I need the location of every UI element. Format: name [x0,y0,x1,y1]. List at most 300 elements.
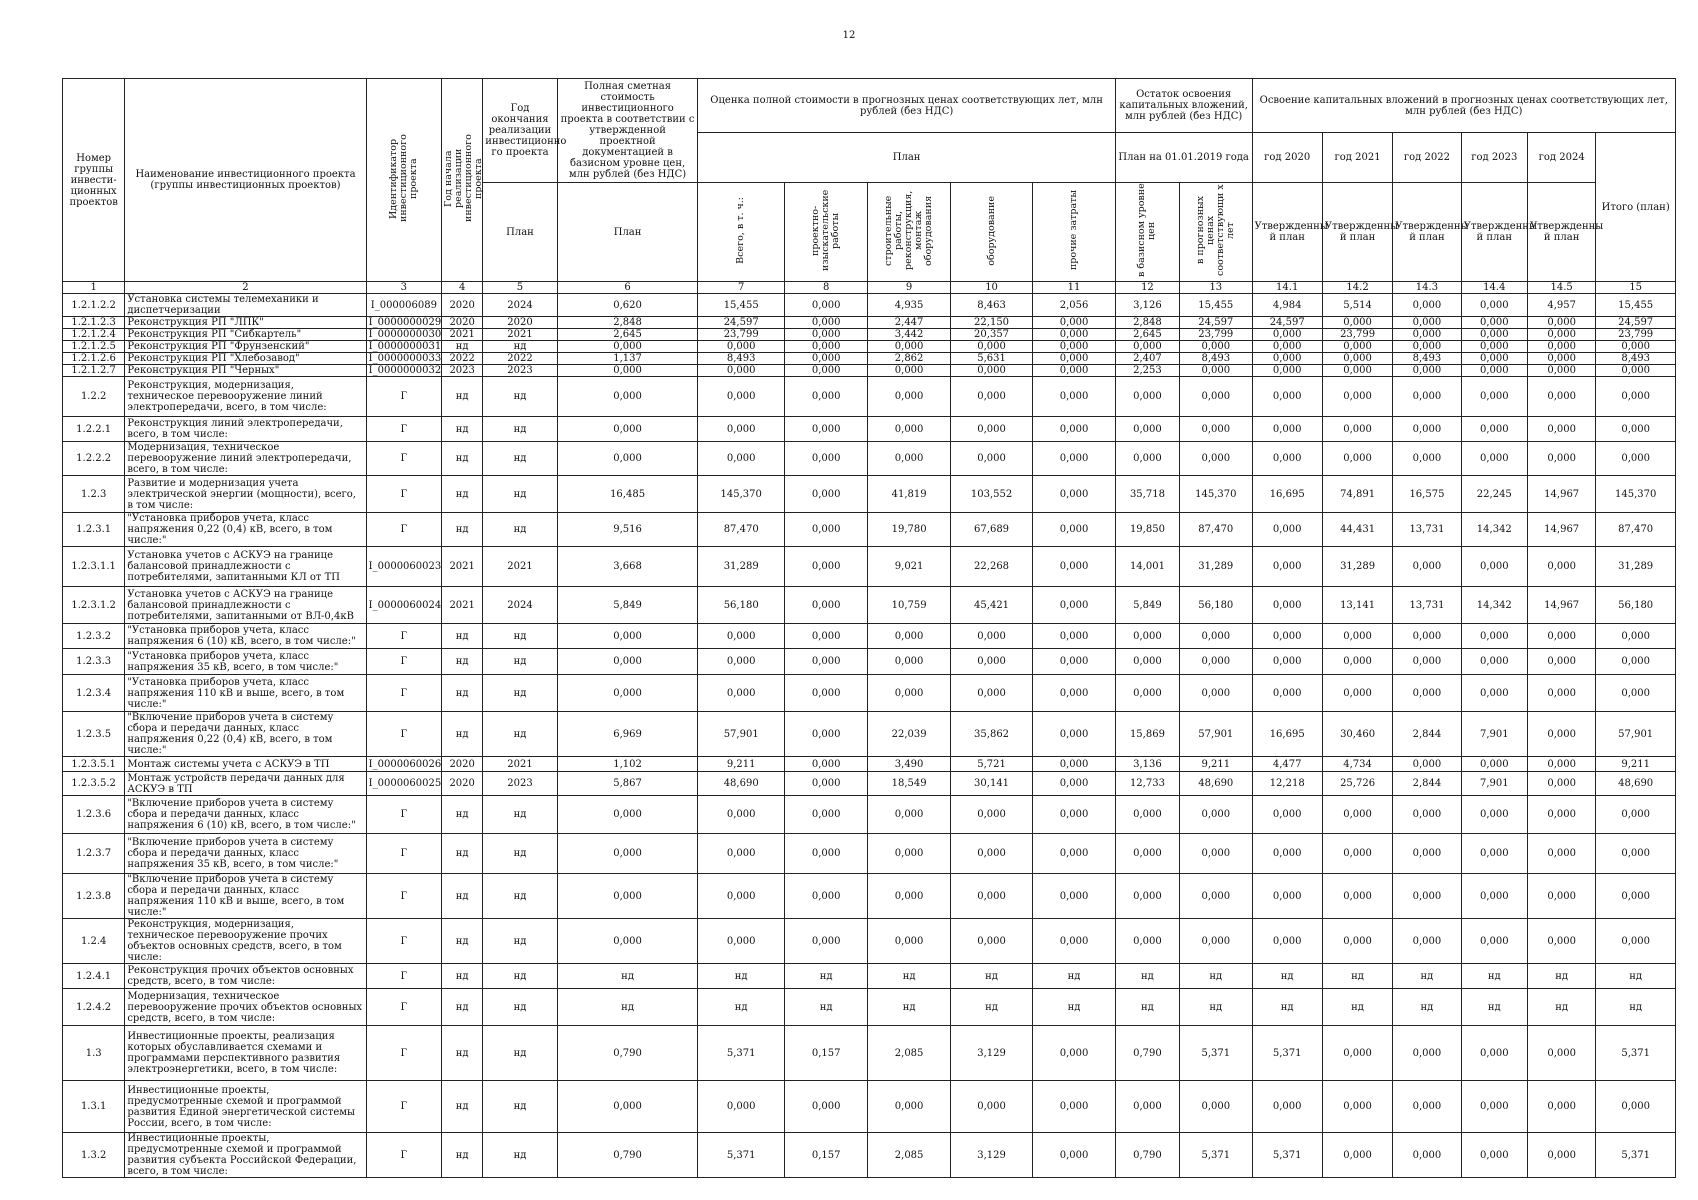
table-cell: 44,431 [1322,513,1392,547]
table-cell: 0,000 [1180,624,1252,649]
table-cell: 0,000 [557,442,698,476]
table-cell: 0,000 [1115,796,1179,834]
investment-table [62,78,1676,1178]
table-cell: нд [1393,989,1461,1026]
row-number-cell: 1.2.4.2 [63,989,125,1026]
table-cell: 16,485 [557,476,698,513]
table-cell: 0,000 [1527,712,1595,757]
table-cell: 0,000 [1322,377,1392,417]
table-cell: 0,000 [1596,834,1676,874]
header-identifier [366,79,441,282]
table-cell: 4,734 [1322,757,1392,772]
header-total-plan: Итого (план) [1596,133,1676,282]
table-cell: 2,407 [1115,353,1179,365]
header-year-2023: год 2023 [1461,133,1527,183]
table-cell: 0,000 [1596,796,1676,834]
table-cell: Г [366,919,441,964]
table-cell: 24,597 [1180,317,1252,329]
table-cell: 14,967 [1527,476,1595,513]
table-cell: 2,844 [1393,772,1461,796]
project-name-cell: Монтаж системы учета с АСКУЭ в ТП [125,757,366,772]
table-cell: 2024 [483,587,557,624]
row-number-cell: 1.2.3.1 [63,513,125,547]
table-cell: 5,849 [557,587,698,624]
table-cell: 9,021 [868,547,950,587]
table-cell: 0,000 [784,834,867,874]
table-cell: 0,000 [1322,624,1392,649]
table-cell: 0,000 [1393,757,1461,772]
table-cell: нд [442,874,483,919]
table-row [63,675,1676,712]
table-cell: 0,000 [1596,675,1676,712]
table-cell: 0,000 [950,919,1032,964]
table-cell: 0,000 [1180,649,1252,675]
header-sub-base-prices [1115,183,1179,282]
table-cell: 2,848 [557,317,698,329]
table-cell: 0,000 [1527,1026,1595,1081]
table-cell: 2021 [483,757,557,772]
table-cell: 0,000 [1252,417,1322,442]
table-cell: 0,000 [1393,341,1461,353]
table-cell: Г [366,874,441,919]
table-cell: 0,000 [1596,341,1676,353]
table-cell: 2024 [483,294,557,317]
table-cell: 0,000 [1527,341,1595,353]
table-cell: 0,000 [1596,365,1676,377]
table-cell: 14,967 [1527,513,1595,547]
project-name-cell: Монтаж устройств передачи данных для АСКУЭ в ТП [125,772,366,796]
table-cell: 0,000 [1252,624,1322,649]
table-cell: 0,000 [1527,377,1595,417]
table-cell: I_0000060024 [366,587,441,624]
table-cell: 8,493 [1180,353,1252,365]
table-cell: I_0000000029 [366,317,441,329]
table-row [63,796,1676,834]
table-cell: 3,490 [868,757,950,772]
table-cell: 0,000 [1461,675,1527,712]
column-number: 14.2 [1322,282,1392,294]
table-cell: нд [442,341,483,353]
table-cell: 8,493 [698,353,784,365]
table-cell: 14,342 [1461,587,1527,624]
table-cell: 31,289 [1322,547,1392,587]
table-cell: 2023 [483,772,557,796]
table-cell: 22,150 [950,317,1032,329]
table-cell: 0,000 [1393,796,1461,834]
table-row [63,1081,1676,1133]
table-row [63,513,1676,547]
row-number-cell: 1.2.1.2.6 [63,353,125,365]
table-cell: 0,000 [698,417,784,442]
table-cell: нд [442,834,483,874]
table-cell: 0,000 [1033,796,1115,834]
table-cell: 20,357 [950,329,1032,341]
table-cell: 0,000 [557,834,698,874]
table-cell: 0,000 [1180,796,1252,834]
table-cell: нд [442,919,483,964]
table-cell: 0,000 [1393,1133,1461,1178]
table-cell: 0,000 [1252,365,1322,377]
project-name-cell: "Установка приборов учета, класс напряжения 6 (10) кВ, всего, в том числе:" [125,624,366,649]
row-number-cell: 1.2.3 [63,476,125,513]
table-cell: 0,000 [1527,317,1595,329]
table-cell: 0,000 [784,547,867,587]
table-cell: нд [442,417,483,442]
table-cell: 57,901 [698,712,784,757]
table-cell: 5,371 [1596,1133,1676,1178]
table-row [63,712,1676,757]
table-cell: 0,000 [784,329,867,341]
table-cell: 4,935 [868,294,950,317]
table-cell: 0,000 [1393,547,1461,587]
header-sub-design [784,183,867,282]
table-cell: 0,000 [1252,649,1322,675]
row-number-cell: 1.2.4.1 [63,964,125,989]
column-number: 14.4 [1461,282,1527,294]
table-cell: нд [483,341,557,353]
table-cell: 0,000 [1033,341,1115,353]
table-cell: 23,799 [1180,329,1252,341]
table-cell: 0,000 [950,417,1032,442]
table-row [63,442,1676,476]
table-cell: 0,000 [1115,919,1179,964]
table-cell: 0,000 [950,624,1032,649]
project-name-cell: Установка системы телемеханики и диспетчеризации [125,294,366,317]
table-row [63,989,1676,1026]
table-cell: 2,862 [868,353,950,365]
table-cell: 41,819 [868,476,950,513]
table-cell: 0,000 [1461,1026,1527,1081]
table-cell: 0,000 [1115,341,1179,353]
table-cell: 0,000 [1180,874,1252,919]
table-cell: Г [366,1026,441,1081]
table-cell: 24,597 [698,317,784,329]
table-cell: нд [1033,964,1115,989]
table-row [63,353,1676,365]
table-cell: 2021 [483,329,557,341]
table-cell: 0,000 [1461,417,1527,442]
table-cell: 0,000 [698,624,784,649]
table-cell: 103,552 [950,476,1032,513]
table-cell: 0,000 [1461,624,1527,649]
table-cell: 1,102 [557,757,698,772]
project-name-cell: Реконструкция, модернизация, техническое перевооружение прочих объектов основных средств, всего, в том числе: [125,919,366,964]
table-cell: 87,470 [1596,513,1676,547]
table-cell: 0,000 [698,365,784,377]
table-cell: Г [366,649,441,675]
table-cell: 5,721 [950,757,1032,772]
table-cell: 0,000 [1322,796,1392,834]
table-cell: Г [366,476,441,513]
table-cell: нд [1115,989,1179,1026]
table-cell: 5,371 [1180,1133,1252,1178]
table-cell: 0,000 [1322,365,1392,377]
table-cell: 0,790 [557,1026,698,1081]
table-cell: нд [442,989,483,1026]
table-cell: 4,477 [1252,757,1322,772]
table-cell: 2020 [442,317,483,329]
table-cell: 0,000 [1527,649,1595,675]
table-cell: 8,493 [1393,353,1461,365]
table-cell: 0,000 [1322,874,1392,919]
header-sub-forecast-prices [1180,183,1252,282]
table-cell: 15,455 [1596,294,1676,317]
table-cell: 0,000 [784,1081,867,1133]
table-cell: 5,371 [1252,1026,1322,1081]
table-cell: 0,000 [1393,442,1461,476]
table-cell: 0,000 [868,341,950,353]
table-cell: нд [442,442,483,476]
header-sub-equipment-text: оборудование [985,195,997,266]
table-cell: 0,000 [950,675,1032,712]
table-cell: 0,000 [1033,675,1115,712]
table-cell: 13,731 [1393,587,1461,624]
table-cell: 14,342 [1461,513,1527,547]
project-name-cell: Инвестиционные проекты, предусмотренные схемой и программой развития субъекта Российской Федерации, всего, в том числе: [125,1133,366,1178]
table-cell: 0,000 [868,874,950,919]
table-cell: 0,000 [868,377,950,417]
table-cell: 2,848 [1115,317,1179,329]
table-cell: 16,575 [1393,476,1461,513]
table-row [63,1133,1676,1178]
table-cell: 0,000 [1461,329,1527,341]
header-sub-total [698,183,784,282]
table-cell: 3,129 [950,1133,1032,1178]
table-cell: нд [442,624,483,649]
table-cell: 0,000 [1393,834,1461,874]
table-cell: 0,000 [698,796,784,834]
table-cell: 19,780 [868,513,950,547]
column-number: 14.1 [1252,282,1322,294]
table-cell: 0,000 [557,365,698,377]
table-cell: 0,000 [1527,329,1595,341]
table-cell: 0,000 [1252,341,1322,353]
table-cell: Г [366,1081,441,1133]
table-cell: 0,000 [1322,649,1392,675]
table-cell: нд [442,1081,483,1133]
table-cell: 0,000 [557,919,698,964]
table-cell: 0,000 [950,442,1032,476]
table-cell: 19,850 [1115,513,1179,547]
table-cell: нд [1527,964,1595,989]
table-cell: 0,000 [1252,834,1322,874]
table-cell: 8,463 [950,294,1032,317]
row-number-cell: 1.2.2.1 [63,417,125,442]
row-number-cell: 1.2.3.5.1 [63,757,125,772]
table-cell: 3,668 [557,547,698,587]
table-cell: нд [442,476,483,513]
table-cell: 0,000 [1180,675,1252,712]
table-cell: 0,000 [1393,329,1461,341]
table-cell: нд [698,989,784,1026]
project-name-cell: "Включение приборов учета в систему сбора и передачи данных, класс напряжения 0,22 (0,4) кВ, всего, в том числе:" [125,712,366,757]
table-cell: 0,000 [1596,1081,1676,1133]
table-cell: нд [483,417,557,442]
table-cell: Г [366,712,441,757]
table-cell: 3,136 [1115,757,1179,772]
row-number-cell: 1.2.3.5.2 [63,772,125,796]
table-cell: нд [950,989,1032,1026]
table-cell: 0,000 [868,675,950,712]
table-cell: 0,000 [1033,772,1115,796]
table-cell: 0,000 [698,649,784,675]
table-cell: нд [868,989,950,1026]
table-cell: нд [1180,964,1252,989]
table-cell: 45,421 [950,587,1032,624]
row-number-cell: 1.2.3.3 [63,649,125,675]
table-cell: 0,000 [784,675,867,712]
header-end-year: Год окончания реализации инвестиционно го проекта [483,79,557,183]
table-cell: нд [483,624,557,649]
table-cell: 8,493 [1596,353,1676,365]
table-cell: 2020 [483,317,557,329]
table-row [63,365,1676,377]
table-cell: нд [784,964,867,989]
project-name-cell: Реконструкция, модернизация, техническое перевооружение линий электропередачи, всего, в том числе: [125,377,366,417]
table-cell: нд [483,442,557,476]
header-approved-plan-2022: Утвержденны й план [1393,183,1461,282]
table-cell: нд [483,919,557,964]
table-cell: 48,690 [1180,772,1252,796]
table-cell: 0,000 [950,874,1032,919]
table-cell: 2,253 [1115,365,1179,377]
row-number-cell: 1.2.3.7 [63,834,125,874]
table-cell: 0,000 [1115,675,1179,712]
table-cell: 5,371 [1180,1026,1252,1081]
table-cell: 0,000 [698,874,784,919]
table-cell: 0,000 [1033,1133,1115,1178]
table-cell: 0,000 [784,772,867,796]
table-cell: нд [442,513,483,547]
table-cell: 0,000 [1527,834,1595,874]
project-name-cell: "Включение приборов учета в систему сбора и передачи данных, класс напряжения 6 (10) кВ, всего, в том числе:" [125,796,366,834]
table-cell: Г [366,834,441,874]
table-cell: 0,000 [1033,417,1115,442]
table-cell: 0,000 [950,834,1032,874]
table-cell: 0,000 [1033,353,1115,365]
row-number-cell: 1.3.1 [63,1081,125,1133]
table-cell: 0,000 [1252,874,1322,919]
table-cell: 0,000 [1393,294,1461,317]
table-cell: нд [442,1133,483,1178]
table-row [63,964,1676,989]
table-cell: 0,000 [1527,1133,1595,1178]
table-cell: 0,157 [784,1133,867,1178]
table-cell: I_0000000030 [366,329,441,341]
table-cell: 0,000 [1180,365,1252,377]
column-number: 9 [868,282,950,294]
table-cell: 0,000 [950,1081,1032,1133]
table-cell: 56,180 [698,587,784,624]
table-cell: 3,442 [868,329,950,341]
table-cell: 145,370 [1180,476,1252,513]
table-cell: 13,141 [1322,587,1392,624]
table-cell: 5,371 [698,1133,784,1178]
table-cell: нд [483,989,557,1026]
table-cell: 0,000 [784,341,867,353]
table-cell: 0,000 [1527,442,1595,476]
table-cell: 2,056 [1033,294,1115,317]
table-row [63,874,1676,919]
table-cell: 0,000 [1115,624,1179,649]
table-cell: 0,000 [1252,796,1322,834]
table-cell: 2,645 [1115,329,1179,341]
table-row [63,757,1676,772]
project-name-cell: "Установка приборов учета, класс напряжения 110 кВ и выше, всего, в том числе:" [125,675,366,712]
table-cell: 0,000 [784,874,867,919]
project-name-cell: Реконструкция линий электропередачи, всего, в том числе: [125,417,366,442]
header-remaining: Остаток освоения капитальных вложений, млн рублей (без НДС) [1115,79,1252,133]
header-sub-equipment [950,183,1032,282]
table-row [63,834,1676,874]
table-cell: нд [483,675,557,712]
table-cell: нд [868,964,950,989]
table-cell: 0,000 [1252,587,1322,624]
table-cell: 0,000 [1596,377,1676,417]
table-cell: 74,891 [1322,476,1392,513]
table-cell: 9,211 [1180,757,1252,772]
table-cell: 0,000 [1252,919,1322,964]
table-row [63,377,1676,417]
table-cell: 0,000 [1461,796,1527,834]
table-cell: нд [483,1081,557,1133]
header-identifier-text: Идентификатор инвестиционного проекта [387,134,419,223]
table-cell: I_0000000032 [366,365,441,377]
table-cell: 2023 [483,365,557,377]
table-cell: 0,000 [1393,417,1461,442]
table-cell: 0,157 [784,1026,867,1081]
table-cell: 5,631 [950,353,1032,365]
table-cell: нд [442,712,483,757]
table-cell: 0,000 [1461,834,1527,874]
table-cell: 0,000 [784,353,867,365]
table-cell: 0,000 [784,294,867,317]
table-cell: 18,549 [868,772,950,796]
column-number: 13 [1180,282,1252,294]
header-year-2024: год 2024 [1527,133,1595,183]
table-cell: 2020 [442,772,483,796]
table-row [63,547,1676,587]
table-cell: 0,000 [1527,417,1595,442]
table-cell: 0,000 [1461,547,1527,587]
table-cell: I_0000060026 [366,757,441,772]
table-cell: 31,289 [1180,547,1252,587]
table-cell: нд [442,1026,483,1081]
table-cell: 0,000 [698,442,784,476]
table-cell: 0,000 [1461,341,1527,353]
table-cell: 0,000 [1596,442,1676,476]
table-cell: нд [483,1133,557,1178]
table-cell: 0,790 [1115,1133,1179,1178]
table-cell: нд [483,796,557,834]
table-cell: нд [1596,964,1676,989]
table-cell: 0,000 [557,341,698,353]
table-cell: 0,000 [1115,417,1179,442]
table-cell: 2021 [483,547,557,587]
table-cell: 14,001 [1115,547,1179,587]
table-cell: 0,000 [698,834,784,874]
row-number-cell: 1.2.3.8 [63,874,125,919]
header-year-2021: год 2021 [1322,133,1392,183]
table-cell: Г [366,964,441,989]
row-number-cell: 1.2.1.2.5 [63,341,125,353]
table-cell: 0,000 [1596,624,1676,649]
header-sub-design-text: проектно- изыскательские работы [810,189,842,272]
table-cell: 0,000 [1252,442,1322,476]
table-cell: 2,645 [557,329,698,341]
table-cell: нд [483,874,557,919]
row-number-cell: 1.3.2 [63,1133,125,1178]
